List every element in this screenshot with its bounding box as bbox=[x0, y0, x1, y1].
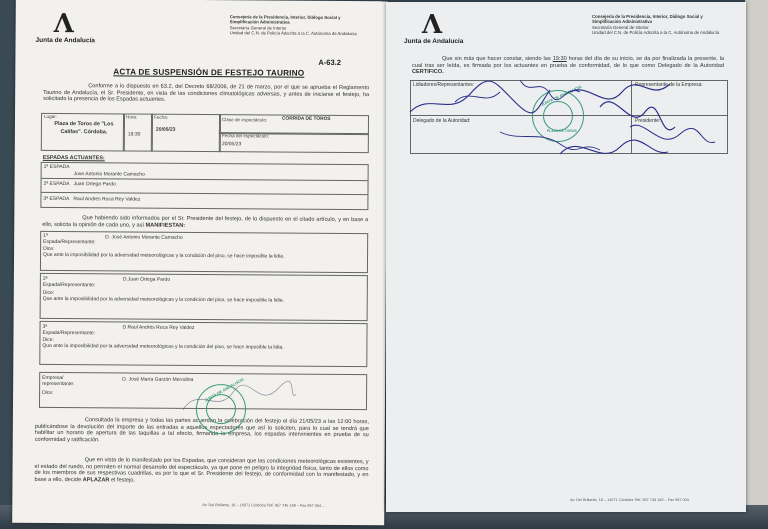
statement-text: Que ante la imposibilidad por la adversidad meteorológicas y la condición del piso, se hace imposible la lidia. bbox=[42, 295, 285, 304]
date-cell bbox=[151, 114, 221, 152]
handwritten-signatures bbox=[400, 72, 730, 172]
empresa-rep-label: Representante de la Empresa: bbox=[635, 82, 703, 88]
document-page-right bbox=[386, 2, 746, 512]
final-text: Que en vista de lo manifestado por los Espadas, que consideran que las condiciones meteorológicas existentes, y el estado del ruedo, no permiten el normal desarrollo del espectáculo, ya que pone en peligro la integridad física, tanto de ellos como de los miembros de sus respectivas cuadrillas, es por lo que el Sr. Presidente del festejo, de conformidad con lo manifestado, y en base a ello, decide bbox=[34, 457, 369, 483]
junta-logo bbox=[35, 8, 96, 45]
final-decision-word: APLAZAR bbox=[82, 476, 110, 484]
manifest-text: Que habiendo sido informados por el Sr. Presidente del festejo, de lo dispuesto en el citado artículo, y en base a ello, solicita la opinión de cada uno, y así bbox=[42, 215, 369, 229]
statement-name: D.Juan Ortega Pardo bbox=[122, 276, 171, 283]
header-line-2: Simplificación Administrativa bbox=[592, 19, 653, 25]
statement-dice: Dice: bbox=[43, 245, 55, 252]
header-line-1: Consejería de la Presidencia, Interior, Diálogo Social y bbox=[229, 14, 341, 20]
statement-label: 1ª Espada/Representante: bbox=[43, 232, 96, 246]
org-name: Junta de Andalucía bbox=[404, 38, 464, 45]
header-line-2: Simplificación Administrativa bbox=[229, 19, 290, 26]
header-line-3: Secretaría General de Interior bbox=[229, 25, 287, 31]
class-value: CORRIDA DE TOROS bbox=[281, 116, 331, 122]
statement-label: 3ª Espada/Representante: bbox=[42, 323, 96, 337]
hour-cell bbox=[123, 113, 153, 151]
class-label: Clase de espectáculo: bbox=[221, 117, 268, 123]
espada-name: Raul Andres Roca Rey Valdez bbox=[73, 196, 141, 203]
department-header bbox=[592, 14, 742, 36]
department-header bbox=[230, 14, 380, 37]
footer-address: Av. Del Brillante, 16 – 14071 Córdoba Telf. 957 745 169 – Fax 957 004 ... bbox=[202, 503, 326, 508]
espadas-table bbox=[40, 162, 368, 210]
place-label: Lugar: bbox=[43, 113, 58, 119]
manifest-paragraph bbox=[42, 215, 368, 230]
junta-logo-mark: Ʌ bbox=[53, 8, 74, 40]
date-label: Fecha: bbox=[153, 114, 169, 120]
date-value: 20/05/23 bbox=[155, 126, 176, 133]
header-line-4: Unidad del C.N. de Policía Adscrita a la C. Autónoma de Andalucía bbox=[229, 30, 357, 37]
empresa-name: D. José María Garzón Merodina bbox=[122, 376, 194, 383]
closing-text-2: horas del día de su inicio, se da por finalizada la presente, la cual tras ser leída, es firmada por los actuantes en prueba de conformidad, de lo que como Delegado de la Autoridad bbox=[412, 56, 724, 69]
statement-box-3 bbox=[39, 321, 367, 367]
statement-name: D.Raul Andrés Roca Rey Valdez bbox=[122, 324, 195, 331]
delegado-label: Delegado de la Autoridad: bbox=[413, 118, 471, 124]
espada-name: Jose Antonio Morante Camacho bbox=[73, 171, 145, 178]
header-line-4: Unidad del C.N. de Policía Adscrita a la C. Autónoma de Andalucía bbox=[592, 30, 720, 36]
place-value: Plaza de Toros de "Los Califas". Córdoba. bbox=[54, 120, 114, 136]
header-line-1: Consejería de la Presidencia, Interior, Diálogo Social y bbox=[592, 14, 703, 19]
background-surface bbox=[745, 0, 768, 529]
junta-logo-mark: Ʌ bbox=[422, 10, 443, 40]
statement-dice: Dice: bbox=[42, 289, 55, 296]
stamp-text: JUNTA DE ANDALUCIA bbox=[203, 376, 245, 403]
statement-dice: Dice: bbox=[42, 336, 54, 343]
consulted-paragraph: Consultada la empresa y todas las partes acuerdan la celebración del festejo el día 21/05/23 a las 12:00 horas, publicándose la devolución del importe de las entradas a aquellos espectadores que así lo soliciten, para lo cual se tendrá que habilitar un horario de apertura de las taquillas a tal efecto, firmando la empresa, los espadas intervinientes en prueba de su conformidad y ratificación. bbox=[34, 417, 369, 444]
show-date-value: 20/05/23 bbox=[221, 141, 242, 148]
show-date-label: Fecha del espectáculo: bbox=[221, 133, 270, 139]
document-page-left bbox=[12, 0, 388, 525]
stamp-text: JUNTA DE ANDALUCIA bbox=[540, 83, 583, 108]
espada-name: Juan Ortega Pardo bbox=[73, 181, 116, 188]
statement-label: 2ª Espada/Representante: bbox=[42, 275, 96, 289]
espadas-heading: ESPADAS ACTUANTES: bbox=[42, 154, 105, 162]
closing-text: Que sin más que hacer constar, siendo las bbox=[442, 56, 551, 62]
show-date-cell bbox=[219, 132, 369, 153]
closing-time: 19:30 bbox=[552, 56, 567, 62]
document-title: ACTA DE SUSPENSIÓN DE FESTEJO TAURINO bbox=[113, 67, 305, 78]
statement-box-2 bbox=[40, 273, 368, 321]
espada-label: 1ª ESPADA bbox=[43, 163, 70, 171]
statement-box-1 bbox=[40, 231, 368, 273]
statement-text: Que ante la imposibilidad por la adversidad meteorológicas y la condición del piso, se hace imposible la lidia. bbox=[42, 342, 284, 351]
junta-logo bbox=[404, 12, 463, 45]
header-line-3: Secretaría General de Interior bbox=[592, 24, 649, 30]
signature-scribble bbox=[178, 380, 298, 421]
empresa-dice: Dice: bbox=[42, 389, 54, 396]
certifico-word: CERTIFICO. bbox=[412, 69, 444, 76]
espada-row-3 bbox=[41, 192, 367, 209]
org-name: Junta de Andalucía bbox=[35, 36, 95, 45]
espada-label: 3ª ESPADA bbox=[43, 195, 70, 203]
manifest-word: MANIFIESTAN: bbox=[145, 222, 186, 229]
footer-address: Av. Del Brillante, 16 – 14071 Córdoba Telf. 957 745 169 – Fax 957 004 bbox=[570, 498, 689, 502]
final-paragraph bbox=[34, 457, 368, 486]
hour-label: Hora: bbox=[125, 114, 138, 120]
place-cell bbox=[41, 113, 125, 152]
hour-value: 19:30 bbox=[127, 131, 141, 138]
empresa-label: Empresa/ representante: bbox=[42, 374, 75, 388]
stamp-inner-text: PLAZA DE TOROS bbox=[547, 129, 577, 133]
statement-text: Que ante la imposibilidad por la adversidad meteorológicas y la condición del piso, se hace imposible la lidia. bbox=[43, 251, 285, 260]
final-text-end: el festejo. bbox=[110, 477, 135, 484]
espada-label: 2ª ESPADA bbox=[43, 180, 70, 188]
presidente-label: Presidente: bbox=[635, 118, 661, 124]
lidiadores-label: Lidiadores/Representantes: bbox=[413, 82, 475, 88]
intro-paragraph: Conforme a lo dispuesto en 63.2, del Decreto 68/2006, de 21 de marzo, por el que se aprueba el Reglamento Taurino de Andalucía, el Sr. Presidente, en vista de las condiciones climatológicas adversas, y antes de iniciarse el festejo, ha solicitado la presencia de los Espadas actuantes. bbox=[43, 83, 370, 103]
statement-name: D. José Antonio Morante Camacho bbox=[105, 234, 183, 241]
form-reference: A-63.2 bbox=[318, 57, 341, 67]
